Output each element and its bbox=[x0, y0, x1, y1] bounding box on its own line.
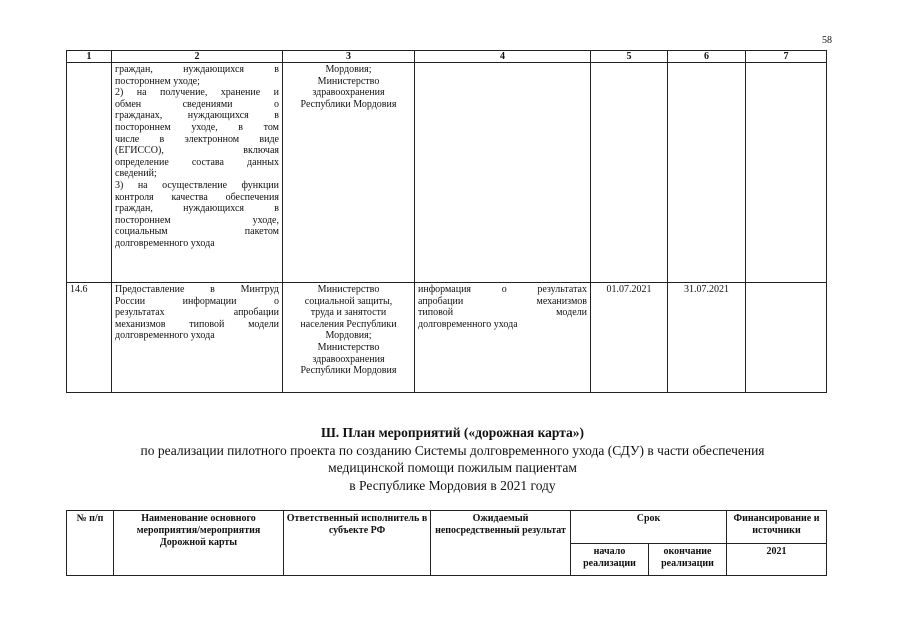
text-line: числе в электронном виде bbox=[115, 133, 279, 145]
text-line: механизмов типовой модели bbox=[115, 318, 279, 330]
text-line: сведений; bbox=[115, 168, 157, 180]
column-number: 3 bbox=[283, 51, 415, 63]
header-row bbox=[67, 511, 827, 544]
text-line: Мордовия; bbox=[325, 64, 372, 75]
text-line: информация о результатах bbox=[418, 284, 587, 295]
text-line: 3) на осуществление функции bbox=[115, 179, 279, 191]
text-line: граждан, нуждающихся в bbox=[115, 203, 279, 215]
text-line: Мордовия; bbox=[325, 330, 372, 342]
column-number-row bbox=[67, 51, 827, 63]
column-number: 7 bbox=[746, 51, 827, 63]
text-line: обмен сведениями о bbox=[115, 98, 279, 110]
header-responsible: Ответственный исполнитель в субъекте РФ bbox=[284, 511, 431, 576]
text-line: Министерство bbox=[317, 75, 380, 87]
text-line: долговременного ухода bbox=[115, 330, 215, 342]
text-line: Республики Мордовия bbox=[300, 98, 397, 110]
table-row bbox=[67, 63, 827, 283]
text-line: контроля качества обеспечения bbox=[115, 191, 279, 203]
section-title: Ш. План мероприятий («дорожная карта») bbox=[320, 425, 585, 440]
section-subtitle: по реализации пилотного проекта по созданию Системы долговременного ухода (СДУ) в части обеспечения bbox=[140, 443, 765, 458]
result-cell bbox=[415, 63, 591, 283]
table-row bbox=[67, 283, 827, 393]
text-line: долговременного ухода bbox=[418, 318, 518, 330]
text-line: апробации механизмов bbox=[418, 295, 587, 307]
text-line: постороннем уходе, bbox=[115, 214, 279, 226]
text-line: Предоставление в Минтруд bbox=[115, 284, 279, 295]
text-line: здравоохранения bbox=[312, 87, 385, 99]
start-date-cell: 01.07.2021 bbox=[591, 283, 668, 393]
activity-cell bbox=[112, 63, 283, 283]
header-end: окончание реализации bbox=[649, 543, 727, 576]
text-line: здравоохранения bbox=[312, 353, 385, 365]
activity-cell bbox=[112, 283, 283, 393]
responsible-cell bbox=[283, 63, 415, 283]
column-number: 6 bbox=[668, 51, 746, 63]
text-line: труда и занятости bbox=[310, 307, 387, 319]
text-line: результатах апробации bbox=[115, 307, 279, 319]
responsible-cell bbox=[283, 283, 415, 393]
header-term: Срок bbox=[571, 511, 727, 544]
header-number: № п/п bbox=[67, 511, 114, 576]
text-line: постороннем уходе; bbox=[115, 75, 200, 87]
text-line: граждан, нуждающихся в bbox=[115, 64, 279, 75]
page-number: 58 bbox=[822, 35, 832, 46]
text-line: Министерство bbox=[317, 284, 380, 295]
text-line: типовой модели bbox=[418, 307, 587, 319]
header-funding: Финансирование и источники bbox=[727, 511, 827, 544]
text-line: постороннем уходе, в том bbox=[115, 121, 279, 133]
activities-table bbox=[66, 50, 827, 393]
text-line: социальной защиты, bbox=[304, 295, 393, 307]
text-line: России информации о bbox=[115, 295, 279, 307]
text-line: социальным пакетом bbox=[115, 226, 279, 238]
column-number: 2 bbox=[112, 51, 283, 63]
text-line: Республики Мордовия bbox=[300, 365, 397, 377]
text-line: 2) на получение, хранение и bbox=[115, 87, 279, 99]
column-number: 5 bbox=[591, 51, 668, 63]
result-cell bbox=[415, 283, 591, 393]
section-subtitle: в Республике Мордовия в 2021 году bbox=[349, 478, 556, 493]
text-line: гражданах, нуждающихся в bbox=[115, 110, 279, 122]
end-date-cell: 31.07.2021 bbox=[668, 283, 746, 393]
text-line: Министерство bbox=[317, 341, 380, 353]
text-line: определение состава данных bbox=[115, 156, 279, 168]
roadmap-table bbox=[66, 510, 827, 576]
header-activity: Наименование основного мероприятия/мероприятия Дорожной карты bbox=[114, 511, 284, 576]
header-year: 2021 bbox=[727, 543, 827, 576]
end-date-cell bbox=[668, 63, 746, 283]
text-line: долговременного ухода bbox=[115, 237, 215, 249]
column-number: 4 bbox=[415, 51, 591, 63]
text-line: (ЕГИССО), включая bbox=[115, 145, 279, 157]
funding-cell bbox=[746, 283, 827, 393]
text-line: населения Республики bbox=[300, 318, 397, 330]
funding-cell bbox=[746, 63, 827, 283]
header-result: Ожидаемый непосредственный результат bbox=[431, 511, 571, 576]
row-number-cell: 14.6 bbox=[67, 283, 112, 393]
header-start: начало реализации bbox=[571, 543, 649, 576]
row-number-cell bbox=[67, 63, 112, 283]
start-date-cell bbox=[591, 63, 668, 283]
section-subtitle: медицинской помощи пожилым пациентам bbox=[328, 460, 577, 475]
column-number: 1 bbox=[67, 51, 112, 63]
